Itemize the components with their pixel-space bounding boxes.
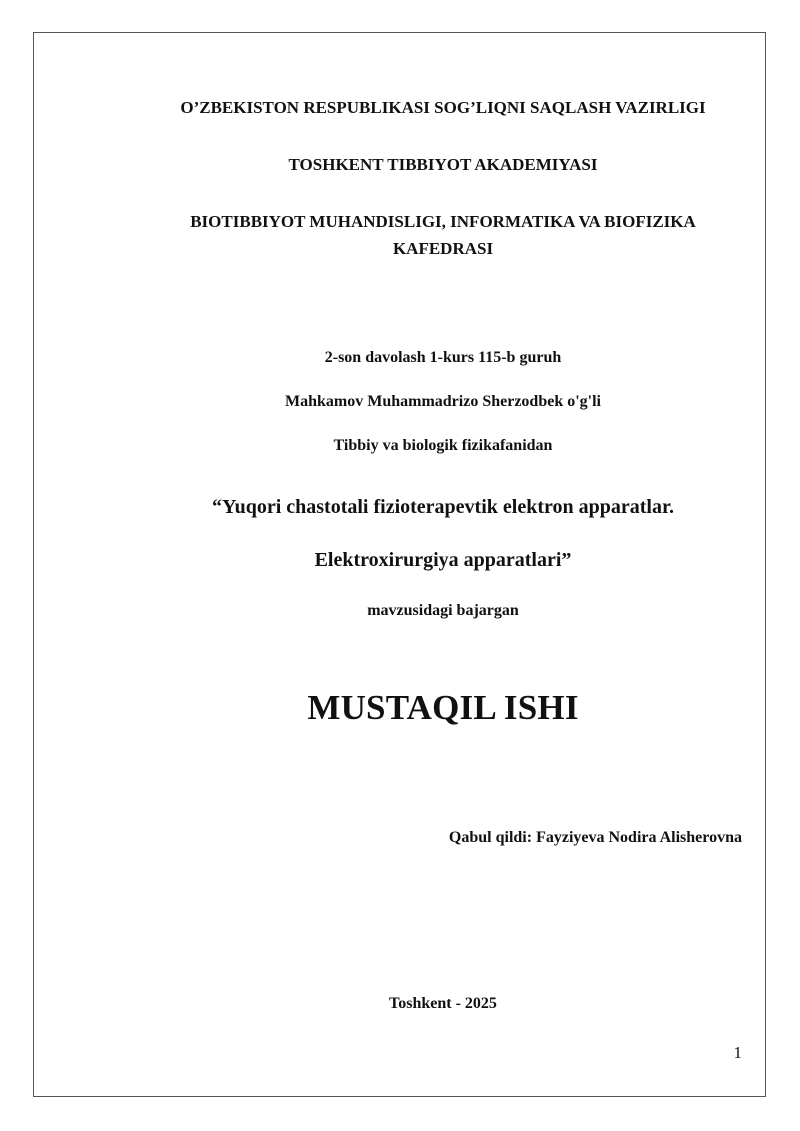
ministry-title: O’ZBEKISTON RESPUBLIKASI SOG’LIQNI SAQLASH VAZIRLIGI (180, 98, 706, 117)
page-number: 1 (733, 1043, 742, 1062)
student-group: 2-son davolash 1-kurs 115-b guruh (324, 349, 562, 366)
city-year: Toshkent - 2025 (389, 995, 497, 1012)
subject-line: Tibbiy va biologik fizikafanidan (333, 437, 553, 454)
academy-title: TOSHKENT TIBBIYOT AKADEMIYASI (288, 155, 598, 174)
student-name: Mahkamov Muhammadrizo Sherzodbek o'g'li (284, 393, 601, 410)
topic-line-1: “Yuqori chastotali fizioterapevtik elektron apparatlar. (211, 496, 675, 518)
receiver-line: Qabul qildi: Fayziyeva Nodira Alisherovna (448, 829, 742, 846)
topic-line-2: Elektroxirurgiya apparatlari” (314, 549, 572, 571)
work-type-title: MUSTAQIL ISHI (307, 688, 579, 727)
topic-suffix: mavzusidagi bajargan (367, 602, 519, 619)
department-title: BIOTIBBIYOT MUHANDISLIGI, INFORMATIKA VA BIOFIZIKA KAFEDRASI (190, 212, 696, 258)
